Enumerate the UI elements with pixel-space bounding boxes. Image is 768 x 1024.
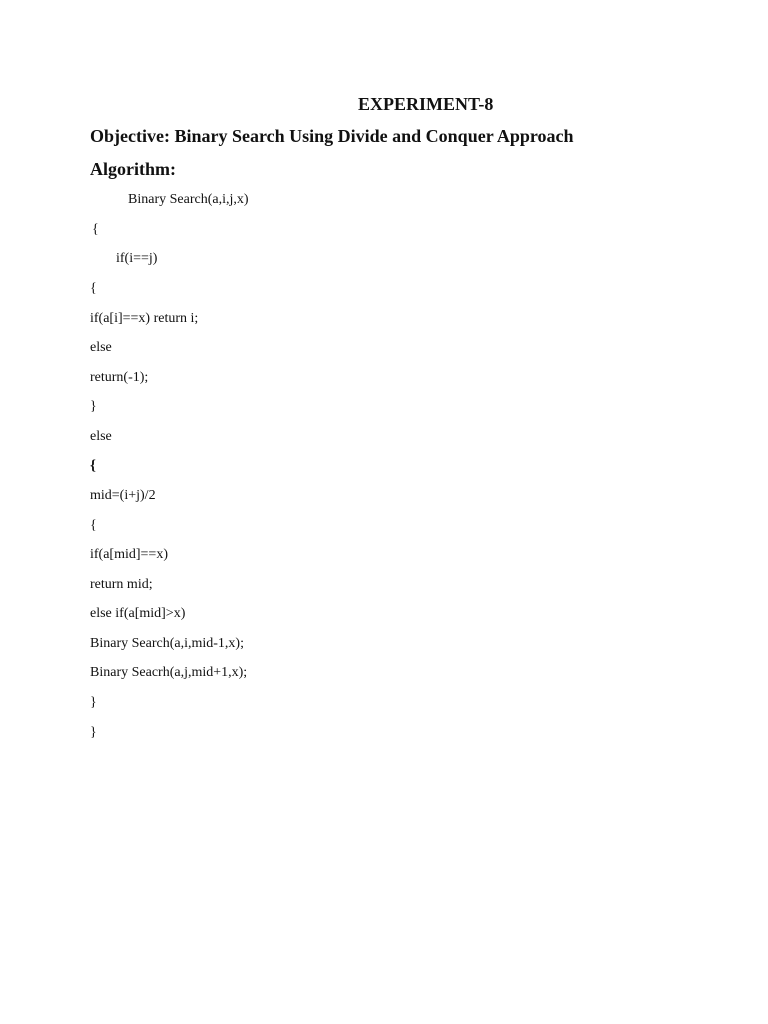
code-line: if(i==j) <box>116 251 158 266</box>
code-line: if(a[i]==x) return i; <box>90 311 199 326</box>
code-line: { <box>92 222 99 237</box>
code-line: Binary Search(a,i,j,x) <box>128 192 249 207</box>
code-line: else if(a[mid]>x) <box>90 606 186 621</box>
code-line: } <box>90 695 97 710</box>
experiment-title: EXPERIMENT-8 <box>358 94 494 114</box>
code-line: mid=(i+j)/2 <box>90 488 156 503</box>
code-line: if(a[mid]==x) <box>90 547 168 562</box>
code-line: return mid; <box>90 577 153 592</box>
code-line: return(-1); <box>90 370 149 385</box>
code-line: else <box>90 340 112 355</box>
code-line: } <box>90 725 97 740</box>
code-line: else <box>90 429 112 444</box>
code-line: Binary Seacrh(a,j,mid+1,x); <box>90 665 248 680</box>
code-line: } <box>90 399 97 414</box>
code-line: Binary Search(a,i,mid-1,x); <box>90 636 244 651</box>
algorithm-heading: Algorithm: <box>90 159 176 179</box>
code-line: { <box>90 281 97 296</box>
code-line: { <box>90 518 97 533</box>
code-line: { <box>90 458 96 474</box>
objective-heading: Objective: Binary Search Using Divide and Conquer Approach <box>90 126 574 146</box>
